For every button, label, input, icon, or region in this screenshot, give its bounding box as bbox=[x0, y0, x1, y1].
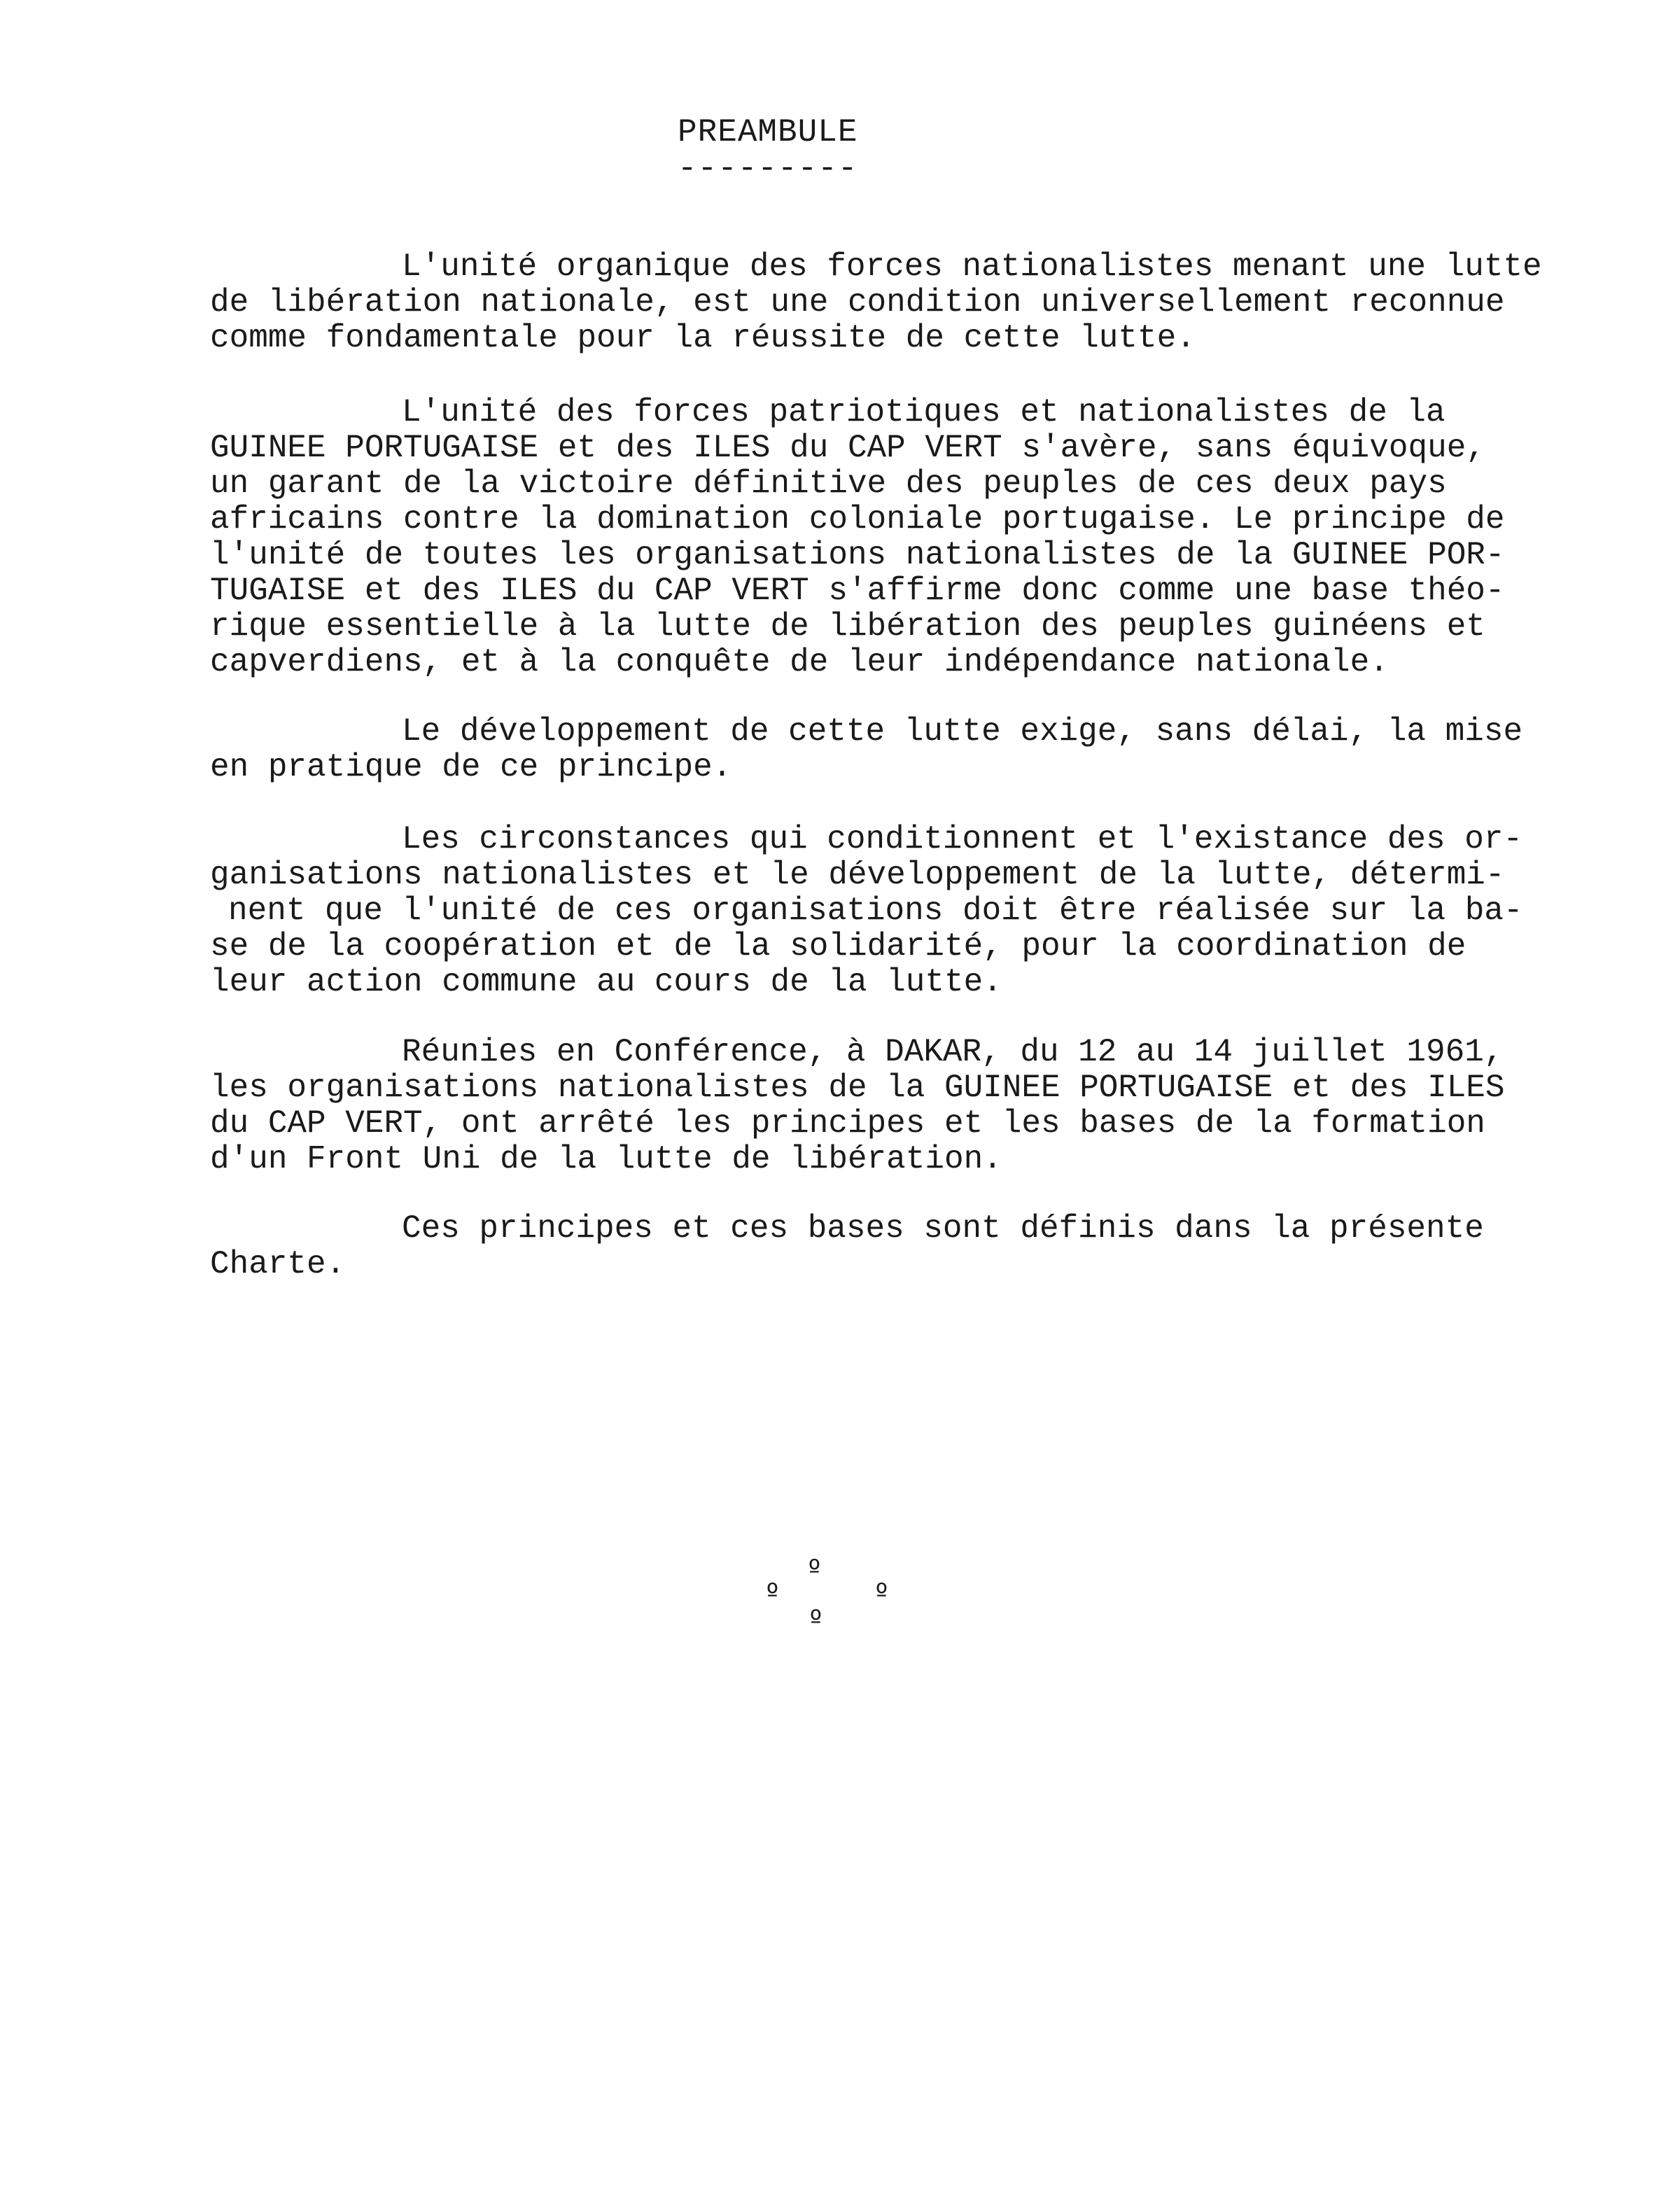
ornament-mark: º bbox=[764, 1578, 780, 1609]
paragraph-line: de libération nationale, est une condition universellement reconnue bbox=[210, 284, 1505, 321]
paragraph-line: nent que l'unité de ces organisations doit être réalisée sur la ba- bbox=[228, 892, 1523, 929]
paragraph-line: Ces principes et ces bases sont définis dans la présente bbox=[402, 1210, 1484, 1247]
title-underline: --------- bbox=[678, 150, 858, 187]
paragraph-line: l'unité de toutes les organisations nationalistes de la GUINEE POR- bbox=[210, 537, 1505, 573]
page-title: PREAMBULE bbox=[678, 114, 858, 150]
paragraph-5 bbox=[210, 1035, 1666, 1177]
paragraph-line: Le développement de cette lutte exige, sans délai, la mise bbox=[402, 713, 1523, 750]
paragraph-line: Charte. bbox=[210, 1246, 346, 1282]
ornament-mark: º bbox=[808, 1604, 824, 1635]
paragraph-line: L'unité organique des forces nationalistes menant une lutte bbox=[402, 248, 1542, 285]
paragraph-line: TUGAISE et des ILES du CAP VERT s'affirme donc comme une base théo- bbox=[210, 573, 1505, 609]
ornament-mark: º bbox=[806, 1554, 822, 1585]
paragraph-line: un garant de la victoire définitive des peuples de ces deux pays bbox=[210, 465, 1447, 502]
paragraph-line: comme fondamentale pour la réussite de cette lutte. bbox=[210, 320, 1196, 356]
ornament-mark: º bbox=[874, 1578, 890, 1609]
paragraph-line: GUINEE PORTUGAISE et des ILES du CAP VERT s'avère, sans équivoque, bbox=[210, 430, 1485, 466]
paragraph-6 bbox=[210, 1211, 1666, 1282]
paragraph-line: les organisations nationalistes de la GUINEE PORTUGAISE et des ILES bbox=[210, 1070, 1505, 1106]
paragraph-line: en pratique de ce principe. bbox=[210, 749, 732, 785]
paragraph-line: d'un Front Uni de la lutte de libération. bbox=[210, 1141, 1002, 1177]
paragraph-line: Réunies en Conférence, à DAKAR, du 12 au 14 juillet 1961, bbox=[402, 1034, 1504, 1070]
paragraph-line: du CAP VERT, ont arrêté les principes et les bases de la formation bbox=[210, 1105, 1485, 1142]
paragraph-4 bbox=[210, 822, 1666, 1000]
paragraph-3 bbox=[210, 714, 1666, 785]
paragraph-line: capverdiens, et à la conquête de leur indépendance nationale. bbox=[210, 644, 1389, 680]
paragraph-2 bbox=[210, 395, 1666, 680]
paragraph-1 bbox=[210, 249, 1666, 356]
paragraph-line: leur action commune au cours de la lutte. bbox=[210, 964, 1002, 1000]
paragraph-line: L'unité des forces patriotiques et nationalistes de la bbox=[402, 394, 1446, 430]
paragraph-line: Les circonstances qui conditionnent et l'existance des or- bbox=[402, 821, 1523, 858]
paragraph-line: rique essentielle à la lutte de libération des peuples guinéens et bbox=[210, 608, 1485, 645]
paragraph-line: se de la coopération et de la solidarité, pour la coordination de bbox=[210, 928, 1466, 965]
ornament-icon bbox=[756, 1554, 910, 1645]
paragraph-line: ganisations nationalistes et le développement de la lutte, détermi- bbox=[210, 857, 1505, 893]
paragraph-line: africains contre la domination coloniale portugaise. Le principe de bbox=[210, 501, 1505, 538]
